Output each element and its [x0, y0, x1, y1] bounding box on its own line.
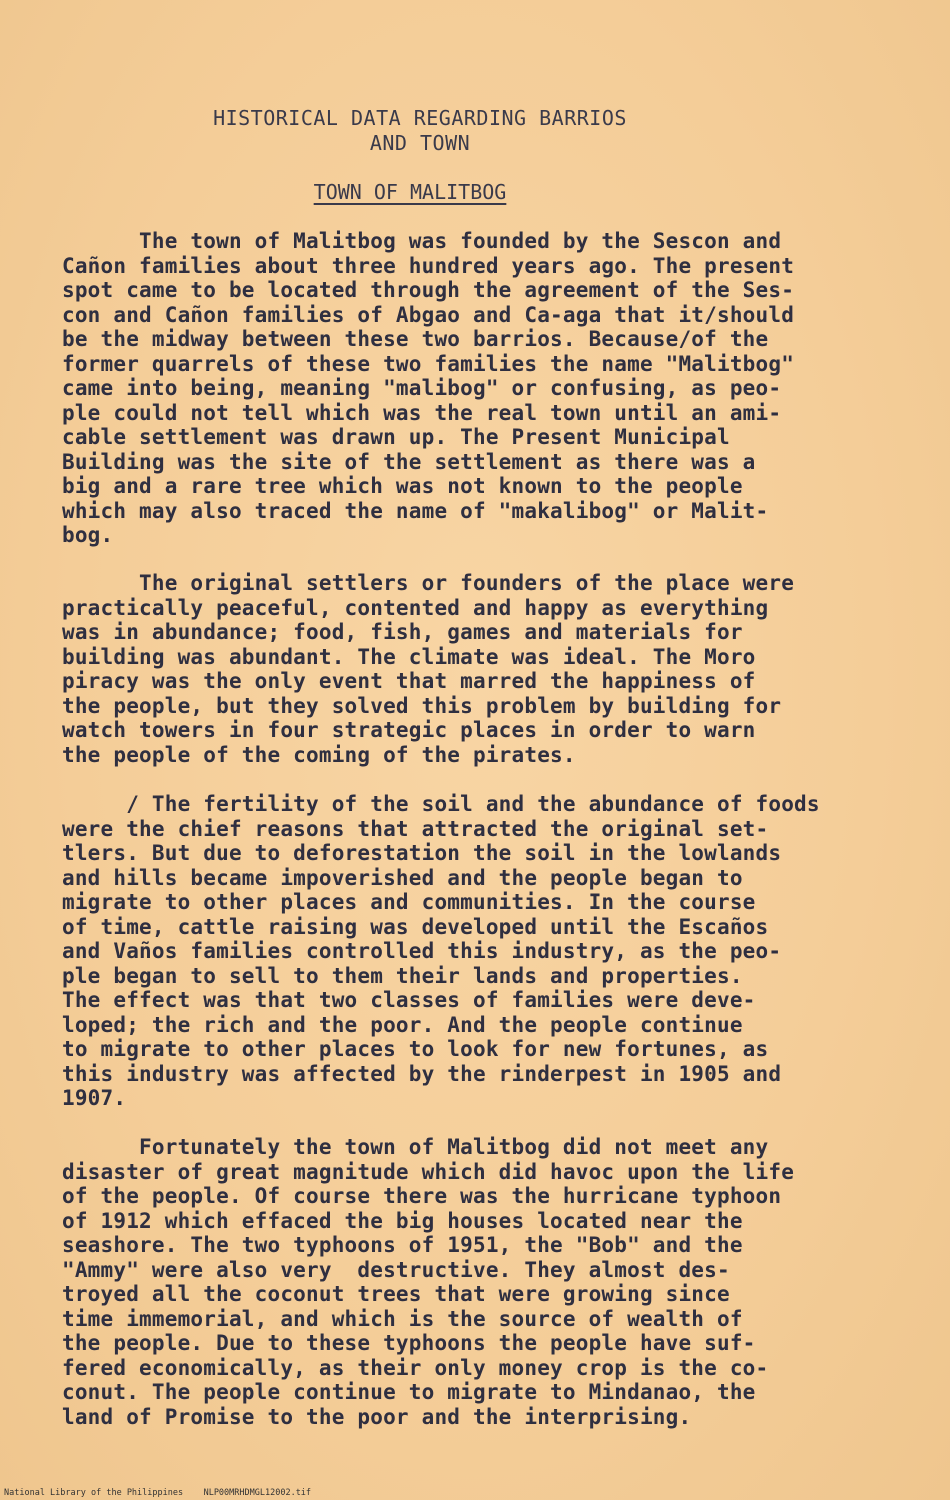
paragraph-line: con and Cañon families of Abgao and Ca-aga that it/should	[62, 302, 795, 327]
paragraph-line: "Ammy" were also very destructive. They almost des-	[62, 1257, 730, 1282]
paragraph-line: building was abundant. The climate was ideal. The Moro	[62, 644, 756, 669]
paragraph-line: fered economically, as their only money crop is the co-	[62, 1355, 769, 1380]
paragraph-line: ple began to sell to them their lands and properties.	[62, 963, 743, 988]
paragraph-line: seashore. The two typhoons of 1951, the "Bob" and the	[62, 1233, 743, 1257]
paragraph-line: migrate to other places and communities. In the course	[62, 890, 756, 914]
paragraph-line: were the chief reasons that attracted the original set-	[62, 816, 769, 841]
paragraph-line: ple could not tell which was the real town until an ami-	[62, 400, 782, 425]
town-title-text: TOWN OF MALITBOG	[313, 180, 507, 204]
document-heading-line1: HISTORICAL DATA REGARDING BARRIOS	[213, 106, 627, 130]
paragraph-line: loped; the rich and the poor. And the people continue	[62, 1012, 743, 1037]
paragraph-3	[62, 792, 902, 1111]
paragraph-line: Building was the site of the settlement as there was a	[62, 449, 756, 474]
paragraph-line: be the midway between these two barrios. Because/of the	[62, 327, 769, 351]
paragraph-line: tlers. But due to deforestation the soil in the lowlands	[62, 841, 782, 865]
paragraph-4	[62, 1135, 902, 1429]
document-heading-line2: AND TOWN	[369, 131, 471, 155]
paragraph-line: of time, cattle raising was developed until the Escaños	[62, 914, 769, 939]
paragraph-line: The original settlers or founders of the place were	[62, 571, 795, 595]
paragraph-line: former quarrels of these two families the name "Malitbog"	[62, 351, 795, 376]
paragraph-line: watch towers in four strategic places in order to warn	[62, 718, 756, 742]
paragraph-line: Fortunately the town of Malitbog did not meet any	[62, 1135, 769, 1159]
paragraph-line: The town of Malitbog was founded by the Sescon and	[62, 229, 782, 253]
paragraph-2	[62, 571, 902, 767]
paragraph-line: of 1912 which effaced the big houses located near the	[62, 1208, 743, 1233]
paragraph-line: time immemorial, and which is the source of wealth of	[62, 1306, 743, 1331]
paragraph-line: was in abundance; food, fish, games and materials for	[62, 620, 743, 644]
paragraph-line: disaster of great magnitude which did havoc upon the life	[62, 1159, 795, 1184]
paragraph-line: the people of the coming of the pirates.	[62, 742, 576, 767]
paragraph-line: practically peaceful, contented and happy as everything	[62, 595, 769, 620]
paragraph-line: troyed all the coconut trees that were growing since	[62, 1282, 730, 1306]
paragraph-line: 1907.	[62, 1086, 127, 1110]
paragraph-line: bog.	[62, 523, 114, 547]
town-title	[0, 180, 820, 204]
paragraph-line: came into being, meaning "malibog" or confusing, as peo-	[62, 376, 782, 400]
paragraph-line: which may also traced the name of "makalibog" or Malit-	[62, 498, 769, 523]
paragraph-line: this industry was affected by the rinderpest in 1905 and	[62, 1061, 782, 1086]
paragraph-line: to migrate to other places to look for new fortunes, as	[62, 1037, 769, 1061]
paragraph-line: big and a rare tree which was not known to the people	[62, 474, 743, 498]
paragraph-line: and hills became impoverished and the people began to	[62, 865, 743, 890]
paragraph-line: of the people. Of course there was the hurricane typhoon	[62, 1184, 782, 1208]
paragraph-line: land of Promise to the poor and the interprising.	[62, 1404, 692, 1429]
paragraph-line: cable settlement was drawn up. The Present Municipal	[62, 425, 730, 449]
paragraph-line: the people. Due to these typhoons the people have suf-	[62, 1331, 756, 1355]
paragraph-1	[62, 229, 902, 548]
paragraph-line: the people, but they solved this problem by building for	[62, 693, 782, 718]
paragraph-line: The effect was that two classes of families were deve-	[62, 988, 756, 1012]
paragraph-line: piracy was the only event that marred the happiness of	[62, 669, 756, 693]
paragraph-line: / The fertility of the soil and the abundance of foods	[62, 792, 820, 816]
source-footer: National Library of the Philippines NLP00MRHDMGL12002.tif	[4, 1488, 312, 1498]
paragraph-line: spot came to be located through the agreement of the Ses-	[62, 278, 795, 302]
paragraph-line: and Vaños families controlled this industry, as the peo-	[62, 939, 782, 963]
paragraph-line: conut. The people continue to migrate to Mindanao, the	[62, 1380, 756, 1404]
paragraph-line: Cañon families about three hundred years ago. The present	[62, 253, 795, 278]
